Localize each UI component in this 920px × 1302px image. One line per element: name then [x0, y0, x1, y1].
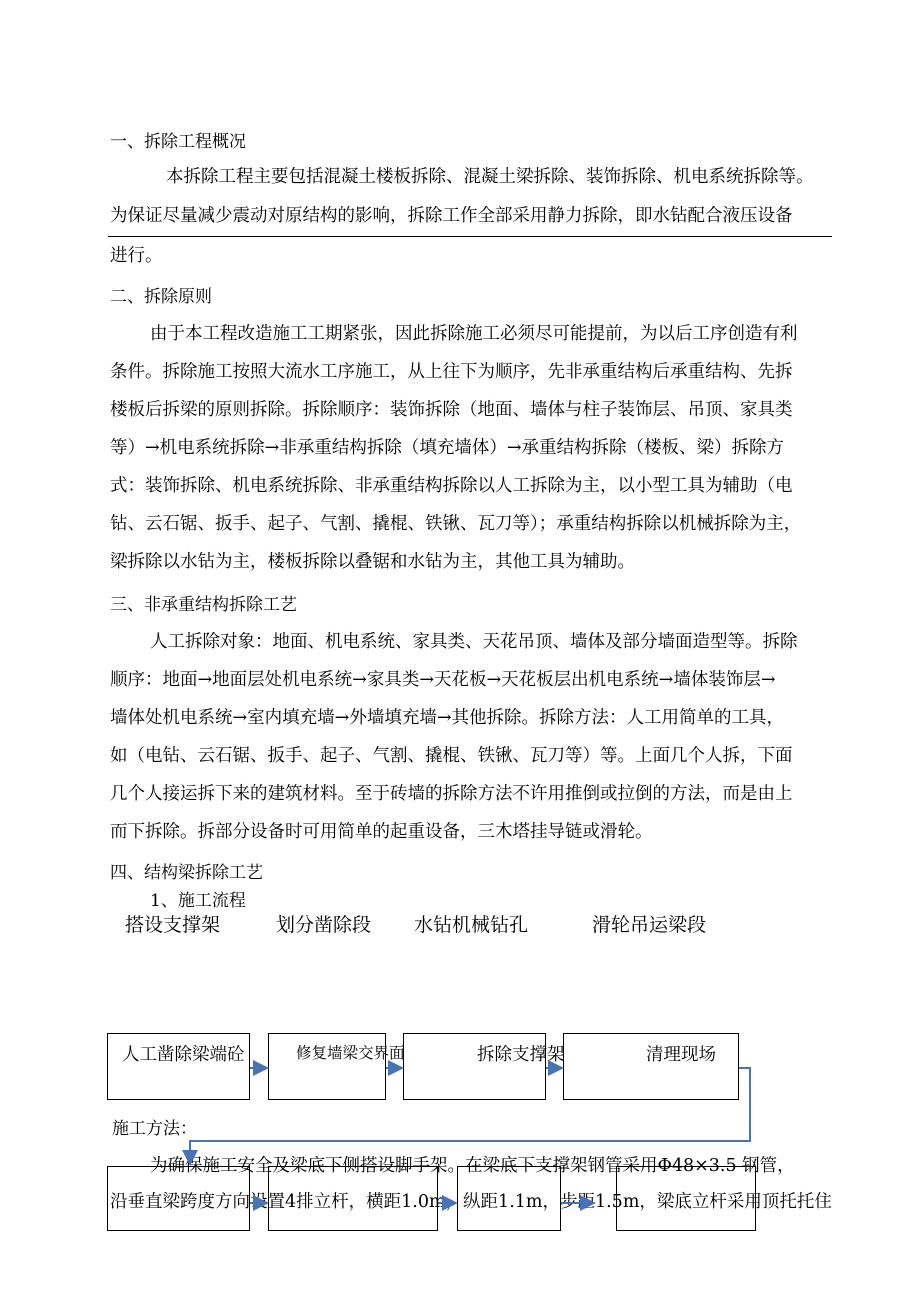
flow-box-2-label: 修复墙梁交界面: [296, 1044, 405, 1062]
flow-box-4-label: 清理现场: [646, 1045, 716, 1065]
flow-step-hoist: 滑轮吊运梁段: [592, 914, 707, 936]
section3-line-5: 几个人接运拆下来的建筑材料。至于砖墙的拆除方法不许用推倒或拉倒的方法，而是由上: [110, 784, 793, 804]
section3-line-3: 墙体处机电系统→室内填充墙→外墙填充墙→其他拆除。拆除方法：人工用简单的工具，: [110, 708, 784, 728]
section3-heading: 三、非承重结构拆除工艺: [110, 595, 297, 615]
section4-subheading: 1、施工流程: [150, 891, 246, 911]
method-heading: 施工方法：: [112, 1119, 197, 1139]
horizontal-rule: [108, 236, 832, 237]
section2-line-7: 梁拆除以水钻为主，楼板拆除以叠锯和水钻为主，其他工具为辅助。: [110, 552, 635, 572]
section3-line-6: 而下拆除。拆部分设备时可用简单的起重设备，三木塔挂导链或滑轮。: [110, 822, 653, 842]
section3-line-2: 顺序：地面→地面层处机电系统→家具类→天花板→天花板层出机电系统→墙体装饰层→: [110, 670, 776, 690]
method-line-2: 沿垂直梁跨度方向设置4排立杆，横距1.0m，纵距1.1m，步距1.5m，梁底立杆采用顶托托住: [110, 1192, 832, 1212]
section1-line-3: 进行。: [110, 246, 163, 266]
section3-line-4: 如（电钻、云石锯、扳手、起子、气割、撬棍、铁锹、瓦刀等）等。上面几个人拆，下面: [110, 746, 793, 766]
flow-step-scaffold: 搭设支撑架: [125, 914, 221, 936]
section2-heading: 二、拆除原则: [110, 287, 212, 307]
section2-line-4: 等）→机电系统拆除→非承重结构拆除（填充墙体）→承重结构拆除（楼板、梁）拆除方: [110, 438, 784, 458]
flow-step-divide: 划分凿除段: [276, 914, 372, 936]
flow-box-1-label: 人工凿除梁端砼: [122, 1045, 245, 1065]
flow-step-drill: 水钻机械钻孔: [414, 914, 529, 936]
flow-box-3-label: 拆除支撑架: [477, 1045, 565, 1065]
section1-line-1: 本拆除工程主要包括混凝土楼板拆除、混凝土梁拆除、装饰拆除、机电系统拆除等。: [166, 167, 814, 187]
method-line-1: 为确保施工安全及梁底下侧搭设脚手架。在梁底下支撑架钢管采用Φ48×3.5 钢管，: [150, 1156, 795, 1176]
section4-heading: 四、结构梁拆除工艺: [110, 863, 263, 883]
section2-line-5: 式：装饰拆除、机电系统拆除、非承重结构拆除以人工拆除为主，以小型工具为辅助（电: [110, 476, 793, 496]
section2-line-6: 钻、云石锯、扳手、起子、气割、撬棍、铁锹、瓦刀等）；承重结构拆除以机械拆除为主，: [110, 514, 802, 534]
section2-line-3: 楼板后拆梁的原则拆除。拆除顺序：装饰拆除（地面、墙体与柱子装饰层、吊顶、家具类: [110, 400, 793, 420]
section1-heading: 一、拆除工程概况: [110, 132, 246, 152]
section2-line-2: 条件。拆除施工按照大流水工序施工，从上往下为顺序，先非承重结构后承重结构、先拆: [110, 362, 793, 382]
section2-line-1: 由于本工程改造施工工期紧张，因此拆除施工必须尽可能提前，为以后工序创造有利: [150, 324, 798, 344]
section1-line-2: 为保证尽量减少震动对原结构的影响，拆除工作全部采用静力拆除，即水钻配合液压设备: [110, 206, 793, 226]
section3-line-1: 人工拆除对象：地面、机电系统、家具类、天花吊顶、墙体及部分墙面造型等。拆除: [150, 632, 798, 652]
